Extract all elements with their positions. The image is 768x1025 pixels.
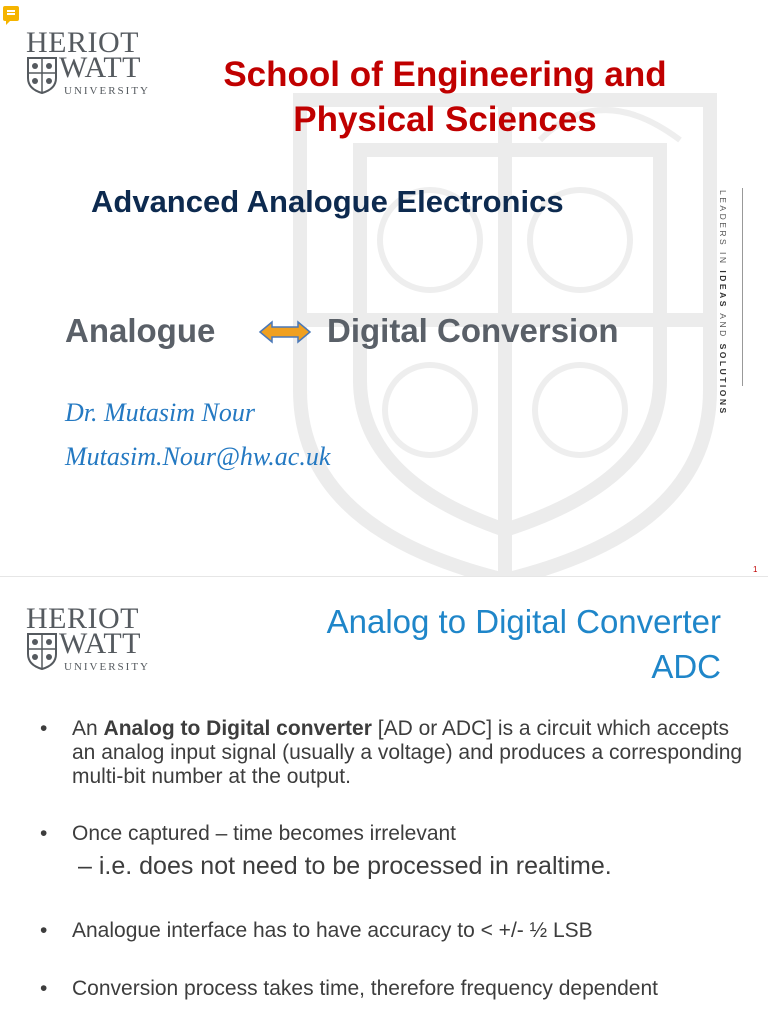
school-title xyxy=(165,52,725,142)
page-number: 1 xyxy=(753,565,758,574)
bullet-item xyxy=(40,919,750,943)
bullet1-pre: An xyxy=(72,717,104,740)
course-title: Advanced Analogue Electronics xyxy=(91,184,564,219)
bullet-item xyxy=(40,822,750,846)
school-title-line1: School of Engineering and xyxy=(223,55,667,94)
bullet-item xyxy=(40,977,750,1001)
heriot-watt-logo xyxy=(26,604,161,674)
bullet1-post: [AD or ADC] is a circuit which accepts an analog input signal (usually a voltage) and produces a corresponding multi-bit number at the output. xyxy=(72,717,743,788)
crest-icon xyxy=(26,632,58,670)
side-tag-bold: IDEAS xyxy=(718,270,728,309)
bullet2-text: Once captured – time becomes irrelevant xyxy=(72,822,457,845)
conversion-right: Digital Conversion xyxy=(327,312,619,349)
slide-title xyxy=(327,599,721,689)
bullet4-text: Conversion process takes time, therefore frequency dependent xyxy=(72,977,659,1000)
slide-title-line1: Analog to Digital Converter xyxy=(326,603,721,640)
side-tag-bold2: SOLUTIONS xyxy=(718,343,728,416)
author-name: Dr. Mutasim Nour xyxy=(65,398,255,427)
side-tag-pre: LEADERS IN xyxy=(718,190,728,271)
crest-icon xyxy=(26,56,58,94)
logo-line1: HERIOT xyxy=(26,602,139,635)
side-divider xyxy=(742,188,743,386)
sub-bullet-item xyxy=(40,852,750,881)
logo-line2: WATT xyxy=(59,627,141,660)
double-arrow-icon xyxy=(258,320,312,344)
bullet-list xyxy=(40,717,750,1001)
author-email[interactable]: Mutasim.Nour@hw.ac.uk xyxy=(65,442,331,471)
content-slide xyxy=(0,576,768,1025)
logo-line1: HERIOT xyxy=(26,26,139,59)
bullet2-sub-text: – i.e. does not need to be processed in realtime. xyxy=(78,852,612,880)
bullet1-bold: Analog to Digital converter xyxy=(103,717,372,740)
school-title-line2: Physical Sciences xyxy=(293,100,597,139)
bullet3-text: Analogue interface has to have accuracy to < +/- ½ LSB xyxy=(72,919,593,942)
comment-icon[interactable] xyxy=(3,6,19,21)
conversion-left: Analogue xyxy=(65,312,216,349)
logo-line3: UNIVERSITY xyxy=(64,85,150,97)
slide-title-line2: ADC xyxy=(651,648,721,685)
side-tag-mid: AND xyxy=(718,308,728,344)
side-tagline xyxy=(718,190,728,416)
logo-line2: WATT xyxy=(59,51,141,84)
logo-line3: UNIVERSITY xyxy=(64,661,150,673)
heriot-watt-logo xyxy=(26,28,161,98)
bullet-item xyxy=(40,717,750,789)
